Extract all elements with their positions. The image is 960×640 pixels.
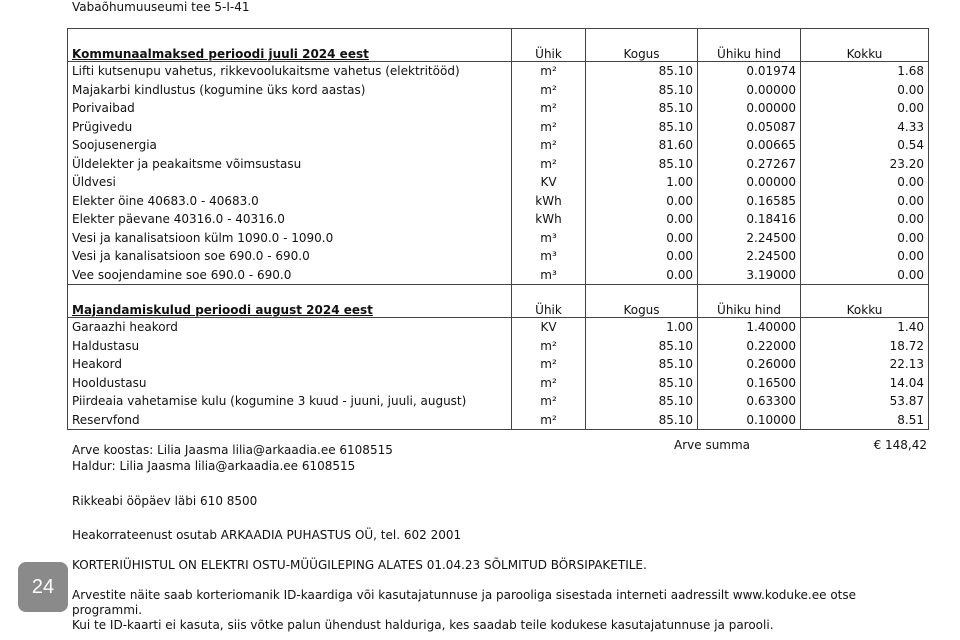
item-name: Üldvesi xyxy=(68,173,512,192)
item-price: 0.00000 xyxy=(698,99,801,118)
table-row xyxy=(68,81,929,100)
item-unit: KV xyxy=(512,173,586,192)
item-price: 0.18416 xyxy=(698,210,801,229)
item-unit: KV xyxy=(512,318,586,337)
item-price: 0.22000 xyxy=(698,337,801,356)
invoice-sum-value: € 148,42 xyxy=(873,438,927,452)
table-row xyxy=(68,355,929,374)
invoice-sum-label: Arve summa xyxy=(674,438,751,452)
manager-line: Haldur: Lilia Jaasma lilia@arkaadia.ee 6108515 xyxy=(72,459,356,473)
item-total: 1.40 xyxy=(801,318,929,337)
table-row xyxy=(68,155,929,174)
item-unit: m³ xyxy=(512,229,586,248)
item-unit: m² xyxy=(512,155,586,174)
table-row xyxy=(68,247,929,266)
item-unit: m² xyxy=(512,355,586,374)
header-qty: Kogus xyxy=(586,285,698,318)
item-unit: m² xyxy=(512,136,586,155)
section-1-header xyxy=(68,29,929,62)
item-qty: 0.00 xyxy=(586,247,698,266)
section-1-title: Kommunaalmaksed perioodi juuli 2024 eest xyxy=(68,29,512,62)
item-qty: 85.10 xyxy=(586,355,698,374)
header-total: Kokku xyxy=(801,285,929,318)
header-price: Ühiku hind xyxy=(698,29,801,62)
item-qty: 81.60 xyxy=(586,136,698,155)
item-qty: 0.00 xyxy=(586,210,698,229)
item-name: Garaazhi heakord xyxy=(68,318,512,337)
table-row xyxy=(68,136,929,155)
item-price: 0.01974 xyxy=(698,62,801,81)
header-qty: Kogus xyxy=(586,29,698,62)
section-2-body xyxy=(68,285,929,430)
item-qty: 1.00 xyxy=(586,318,698,337)
item-name: Prügivedu xyxy=(68,118,512,137)
item-total: 0.00 xyxy=(801,266,929,285)
item-unit: m³ xyxy=(512,266,586,285)
item-qty: 0.00 xyxy=(586,229,698,248)
item-total: 4.33 xyxy=(801,118,929,137)
header-unit: Ühik xyxy=(512,285,586,318)
item-name: Vesi ja kanalisatsioon külm 1090.0 - 1090.0 xyxy=(68,229,512,248)
item-price: 3.19000 xyxy=(698,266,801,285)
item-price: 0.63300 xyxy=(698,392,801,411)
bill-table xyxy=(67,28,929,430)
item-qty: 85.10 xyxy=(586,62,698,81)
item-qty: 85.10 xyxy=(586,411,698,430)
item-total: 22.13 xyxy=(801,355,929,374)
header-total: Kokku xyxy=(801,29,929,62)
item-unit: kWh xyxy=(512,192,586,211)
item-total: 0.00 xyxy=(801,173,929,192)
table-row xyxy=(68,337,929,356)
item-qty: 85.10 xyxy=(586,392,698,411)
section-2-title: Majandamiskulud perioodi august 2024 eest xyxy=(68,285,512,318)
id-info-line-1: Arvestite näite saab korteriomanik ID-kaardiga või kasutajatunnuse ja parooliga sisestada interneti aadressilt www.koduke.ee otse xyxy=(72,588,857,602)
table-row xyxy=(68,392,929,411)
issuer-line: Arve koostas: Lilia Jaasma lilia@arkaadia.ee 6108515 xyxy=(72,443,393,457)
item-price: 0.00000 xyxy=(698,173,801,192)
item-unit: kWh xyxy=(512,210,586,229)
item-name: Vesi ja kanalisatsioon soe 690.0 - 690.0 xyxy=(68,247,512,266)
item-unit: m² xyxy=(512,118,586,137)
table-row xyxy=(68,318,929,337)
item-total: 0.00 xyxy=(801,192,929,211)
item-price: 0.00000 xyxy=(698,81,801,100)
table-row xyxy=(68,173,929,192)
item-total: 8.51 xyxy=(801,411,929,430)
emergency-line: Rikkeabi ööpäev läbi 610 8500 xyxy=(72,494,258,508)
section-2-header xyxy=(68,285,929,318)
item-unit: m² xyxy=(512,374,586,393)
item-qty: 1.00 xyxy=(586,173,698,192)
item-total: 18.72 xyxy=(801,337,929,356)
item-total: 23.20 xyxy=(801,155,929,174)
item-total: 1.68 xyxy=(801,62,929,81)
item-price: 0.00665 xyxy=(698,136,801,155)
item-name: Vee soojendamine soe 690.0 - 690.0 xyxy=(68,266,512,285)
item-price: 1.40000 xyxy=(698,318,801,337)
item-qty: 0.00 xyxy=(586,266,698,285)
header-unit: Ühik xyxy=(512,29,586,62)
item-unit: m² xyxy=(512,99,586,118)
item-qty: 85.10 xyxy=(586,99,698,118)
item-price: 2.24500 xyxy=(698,247,801,266)
item-unit: m³ xyxy=(512,247,586,266)
item-price: 0.16585 xyxy=(698,192,801,211)
item-name: Haldustasu xyxy=(68,337,512,356)
page-number-badge: 24 xyxy=(18,562,68,612)
table-row xyxy=(68,99,929,118)
item-price: 2.24500 xyxy=(698,229,801,248)
item-name: Üldelekter ja peakaitsme võimsustasu xyxy=(68,155,512,174)
item-qty: 85.10 xyxy=(586,374,698,393)
table-row xyxy=(68,229,929,248)
table-row xyxy=(68,210,929,229)
item-name: Elekter öine 40683.0 - 40683.0 xyxy=(68,192,512,211)
item-price: 0.27267 xyxy=(698,155,801,174)
id-info-line-3: Kui te ID-kaarti ei kasuta, siis võtke palun ühendust halduriga, kes saadab teile kodukese kasutajatunnuse ja parooli. xyxy=(72,618,774,632)
table-row xyxy=(68,411,929,430)
item-qty: 0.00 xyxy=(586,192,698,211)
item-qty: 85.10 xyxy=(586,337,698,356)
item-total: 14.04 xyxy=(801,374,929,393)
item-unit: m² xyxy=(512,62,586,81)
item-total: 0.00 xyxy=(801,229,929,248)
item-name: Porivaibad xyxy=(68,99,512,118)
item-total: 0.00 xyxy=(801,247,929,266)
item-name: Piirdeaia vahetamise kulu (kogumine 3 kuud - juuni, juuli, august) xyxy=(68,392,512,411)
table-row xyxy=(68,62,929,81)
item-qty: 85.10 xyxy=(586,118,698,137)
table-row xyxy=(68,374,929,393)
item-total: 53.87 xyxy=(801,392,929,411)
header-price: Ühiku hind xyxy=(698,285,801,318)
item-total: 0.54 xyxy=(801,136,929,155)
item-price: 0.26000 xyxy=(698,355,801,374)
item-name: Heakord xyxy=(68,355,512,374)
table-row xyxy=(68,266,929,285)
table-row xyxy=(68,118,929,137)
item-name: Reservfond xyxy=(68,411,512,430)
item-total: 0.00 xyxy=(801,81,929,100)
address: Vabaõhumuuseumi tee 5-I-41 xyxy=(72,0,250,14)
electricity-notice: KORTERIÜHISTUL ON ELEKTRI OSTU-MÜÜGILEPING ALATES 01.04.23 SÕLMITUD BÖRSIPAKETILE. xyxy=(72,558,647,572)
item-name: Lifti kutsenupu vahetus, rikkevoolukaitsme vahetus (elektritööd) xyxy=(68,62,512,81)
id-info-line-2: programmi. xyxy=(72,603,143,617)
item-total: 0.00 xyxy=(801,210,929,229)
item-total: 0.00 xyxy=(801,99,929,118)
item-price: 0.16500 xyxy=(698,374,801,393)
item-qty: 85.10 xyxy=(586,155,698,174)
item-qty: 85.10 xyxy=(586,81,698,100)
item-price: 0.10000 xyxy=(698,411,801,430)
item-price: 0.05087 xyxy=(698,118,801,137)
item-name: Soojusenergia xyxy=(68,136,512,155)
section-1-body xyxy=(68,29,929,285)
item-name: Majakarbi kindlustus (kogumine üks kord aastas) xyxy=(68,81,512,100)
table-row xyxy=(68,192,929,211)
item-unit: m² xyxy=(512,411,586,430)
item-unit: m² xyxy=(512,337,586,356)
cleaning-line: Heakorrateenust osutab ARKAADIA PUHASTUS OÜ, tel. 602 2001 xyxy=(72,528,462,542)
item-name: Elekter päevane 40316.0 - 40316.0 xyxy=(68,210,512,229)
item-unit: m² xyxy=(512,81,586,100)
item-unit: m² xyxy=(512,392,586,411)
item-name: Hooldustasu xyxy=(68,374,512,393)
